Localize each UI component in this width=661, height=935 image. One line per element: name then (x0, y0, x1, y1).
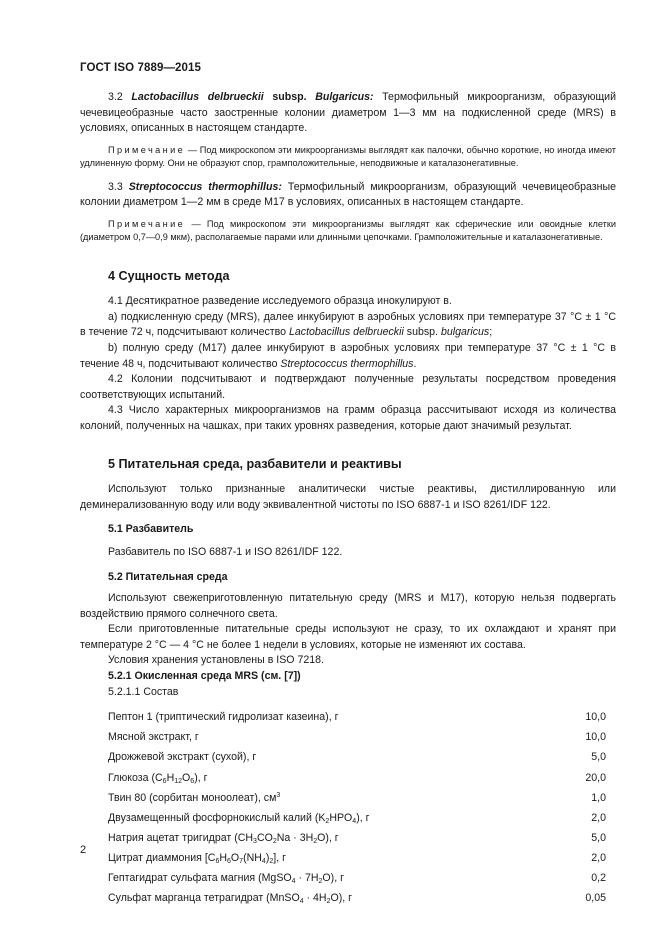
clause-text: b) полную среду (M17) далее инкубируют в аэробных условиях при температуре 37 °С ± 1 °С в течение 48 ч, подсчитывают количество (80, 341, 616, 370)
subsection-5-2-text-3: Условия хранения установлены в ISO 7218. (108, 654, 324, 667)
ingredient-name: Дрожжевой экстракт (сухой), г (108, 751, 257, 764)
ingredient-name: Мясной экстракт, г (108, 731, 199, 744)
clause-4-1-b (80, 341, 616, 372)
subsection-5-2-text-1: Используют свежеприготовленную питательную среду (MRS и M17), которую нельзя подвергать воздействию прямого солнечного света. (80, 592, 616, 620)
clause-4-1-a (80, 310, 616, 341)
ingredient-name: Цитрат диаммония $[C_6H_6O_7(NH_4)_2]$, г (108, 851, 286, 865)
ingredient-value: 1,0 (591, 791, 606, 804)
subsp-label: subsp. (263, 91, 316, 103)
ingredient-name: Натрия ацетат тригидрат $(CH_3CO_2Na \cdot 3H_2O)$, г (108, 831, 339, 845)
page-content (80, 90, 616, 911)
ingredient-name: Пептон 1 (триптический гидролизат казеина), г (108, 711, 339, 724)
section-5-intro: Используют только признанные аналитически чистые реактивы, дистиллированную или деминерализованную воду или воду эквивалентной чистоты по ISO 6887-1 и ISO 8261/IDF 122. (80, 483, 616, 511)
subsp-name: bulgaricus (440, 326, 490, 339)
clause-text: а) подкисленную среду (MRS), далее инкубируют в аэробных условиях при температуре 37 °С ± 1 °С в течение 72 ч, подсчитывают количество (80, 310, 616, 339)
ingredient-name: Двузамещенный фосфорнокислый калий $(K_2HPO_4)$, г (108, 811, 370, 825)
note-text: — Под микроскопом эти микроорганизмы выглядят как палочки, обычно короткие, но иногда имеют удлиненную форму. Они не образуют спор, грамположительные, неподвижные и каталазонегативные. (80, 144, 616, 169)
subsection-5-2-1-title: 5.2.1 Окисленная среда MRS (см. [7]) (108, 670, 301, 683)
note-label: Примечание (108, 218, 186, 229)
ingredient-row (108, 791, 616, 811)
ingredient-value: 10,0 (585, 731, 606, 744)
document-header: ГОСТ ISO 7889—2015 (80, 62, 202, 74)
subsection-5-2-1-1-title: 5.2.1.1 Состав (108, 685, 179, 698)
punct: . (413, 357, 417, 370)
ingredient-value: 2,0 (591, 851, 606, 864)
section-4-title: 4 Сущность метода (108, 268, 230, 283)
ingredient-value: 5,0 (591, 831, 606, 844)
ingredient-name: Твин 80 (сорбитан моноолеат), $см^3$ (108, 791, 281, 804)
clause-4-3: 4.3 Число характерных микроорганизмов на грамм образца рассчитывают исходя из количества колоний, полученных на чашках, при таких уровнях разведения, которые дают значимый результат. (80, 404, 616, 432)
ingredient-row (108, 771, 616, 791)
subsp-label: subsp. (403, 326, 441, 339)
subsection-5-1-text: Разбавитель по ISO 6887-1 и ISO 8261/IDF 122. (108, 545, 343, 558)
subsection-5-1-title: 5.1 Разбавитель (108, 523, 194, 536)
clause-4-1: 4.1 Десятикратное разведение исследуемого образца инокулируют в. (108, 295, 452, 308)
ingredient-value: 10,0 (585, 711, 606, 724)
ingredient-row (108, 730, 616, 750)
punct: ; (489, 326, 493, 339)
note-1 (80, 144, 616, 171)
ingredient-name: Глюкоза $(C_6H_{12}O_6)$, г (108, 771, 208, 785)
ingredient-name: Сульфат марганца тетрагидрат (MnSO$_4$ · $4H_2O$), г (108, 892, 353, 906)
clause-text: Термофильный микроорганизм, образующий чечевицеобразные колонии диаметром 1—2 мм в среде М17 в условиях, описанных в настоящем стандарте. (80, 180, 617, 209)
ingredient-value: 0,05 (585, 892, 606, 905)
ingredient-row (108, 831, 616, 851)
note-text: — Под микроскопом эти микроорганизмы выглядят как сферические или овоидные клетки (диаметром 0,7—0,9 мкм), располагаемые парами или длинными цепочками. Грамположительные и каталазонегативные. (80, 218, 616, 243)
ingredient-row (108, 891, 616, 911)
note-label: Примечание (108, 144, 186, 155)
ingredient-row (108, 750, 616, 770)
clause-4-2: 4.2 Колонии подсчитывают и подтверждают полученные результаты посредством проведения соответствующих испытаний. (80, 373, 616, 401)
species-name: Lactobacillus delbrueckii (288, 326, 404, 339)
ingredient-value: 0,2 (591, 872, 606, 884)
clause-3-2 (80, 90, 616, 137)
note-2 (80, 218, 616, 245)
subsp-name: Bulgaricus: (315, 91, 374, 103)
ingredient-row (108, 710, 616, 730)
subsection-5-2-title: 5.2 Питательная среда (108, 570, 228, 583)
species-name: Streptococcus thermophillus: (128, 180, 282, 193)
section-5-title: 5 Питательная среда, разбавители и реактивы (108, 456, 402, 471)
species-name: Lactobacillus delbrueckii (131, 91, 264, 103)
ingredient-value: 2,0 (591, 811, 606, 824)
ingredient-value: 20,0 (585, 771, 606, 784)
species-name: Streptococcus thermophillus (280, 357, 414, 370)
ingredient-row (108, 811, 616, 831)
clause-number: 3.2 (108, 91, 132, 103)
ingredient-row (108, 871, 616, 891)
subsection-5-2-text-2: Если приготовленные питательные среды используют не сразу, то их охлаждают и хранят при температуре 2 °С — 4 °С не более 1 недели в условиях, которые не изменяют их состава. (80, 623, 616, 651)
clause-number: 3.3 (108, 180, 129, 193)
page-number: 2 (80, 844, 87, 856)
ingredients-list (80, 710, 616, 911)
ingredient-row (108, 851, 616, 871)
ingredient-value: 5,0 (591, 751, 606, 764)
ingredient-name: Гептагидрат сульфата магния (MgSO$_4$ · $7H_2O$), г (108, 872, 344, 885)
clause-text: Термофильный микроорганизм, образующий чечевицеобразные часто заостренные колонии диаметром 1—3 мм на подкисленной среде (MRS) в условиях, описанных в настоящем стандарте. (80, 91, 617, 135)
clause-3-3 (80, 180, 616, 211)
